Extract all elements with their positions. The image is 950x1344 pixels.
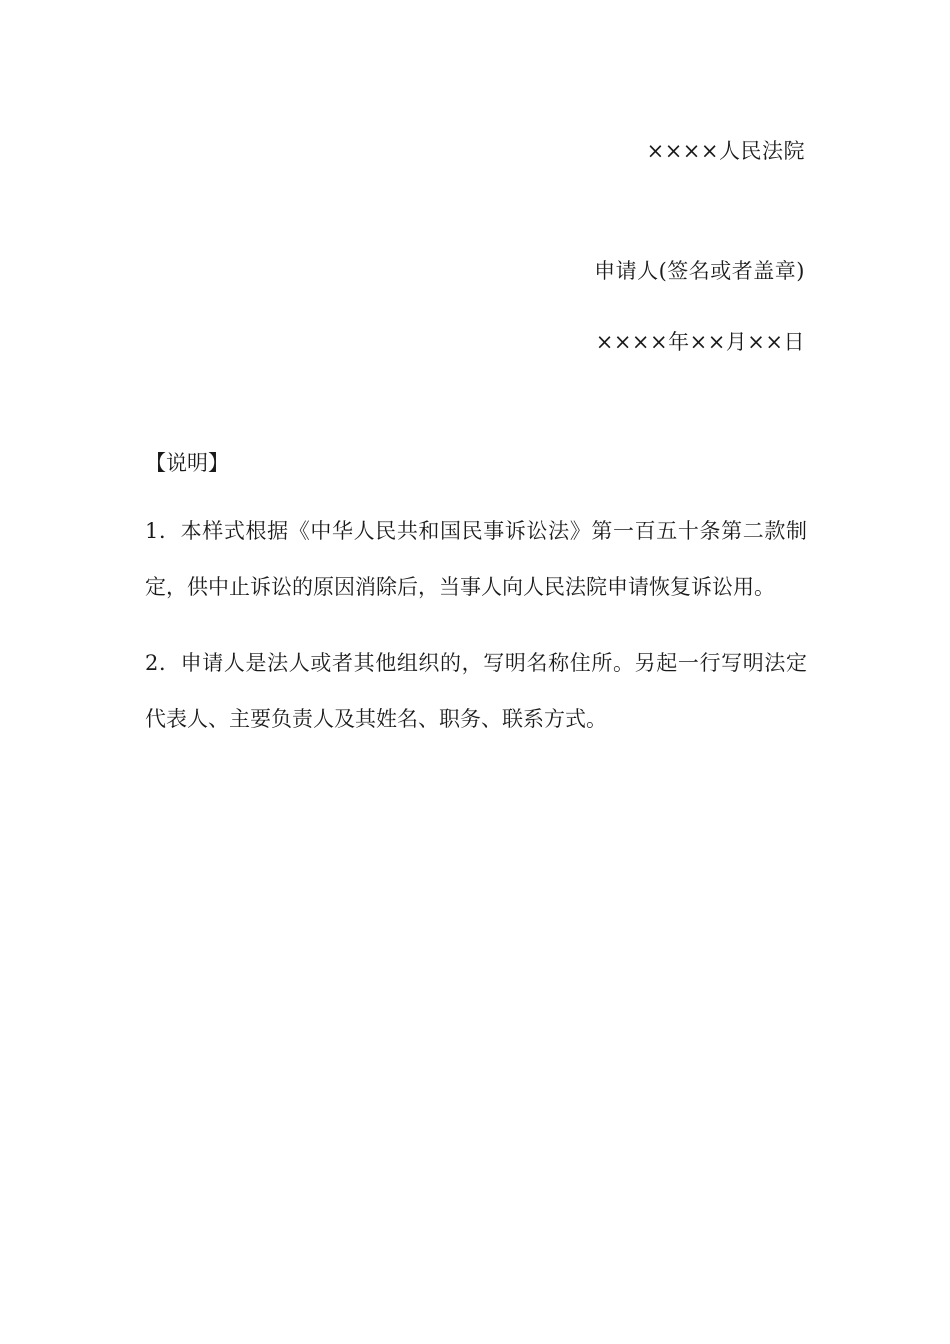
notes-section <box>145 447 807 767</box>
court-name: ××××人民法院 <box>646 139 805 163</box>
applicant-signature-line: 申请人(签名或者盖章) <box>594 259 805 283</box>
date-line: ××××年××月××日 <box>595 330 805 354</box>
notes-heading: 【说明】 <box>145 451 229 475</box>
note-item-2: 2．申请人是法人或者其他组织的，写明名称住所。另起一行写明法定代表人、主要负责人及其姓名、职务、联系方式。 <box>145 651 807 731</box>
note-item-1: 1．本样式根据《中华人民共和国民事诉讼法》第一百五十条第二款制定，供中止诉讼的原因消除后，当事人向人民法院申请恢复诉讼用。 <box>145 519 807 599</box>
